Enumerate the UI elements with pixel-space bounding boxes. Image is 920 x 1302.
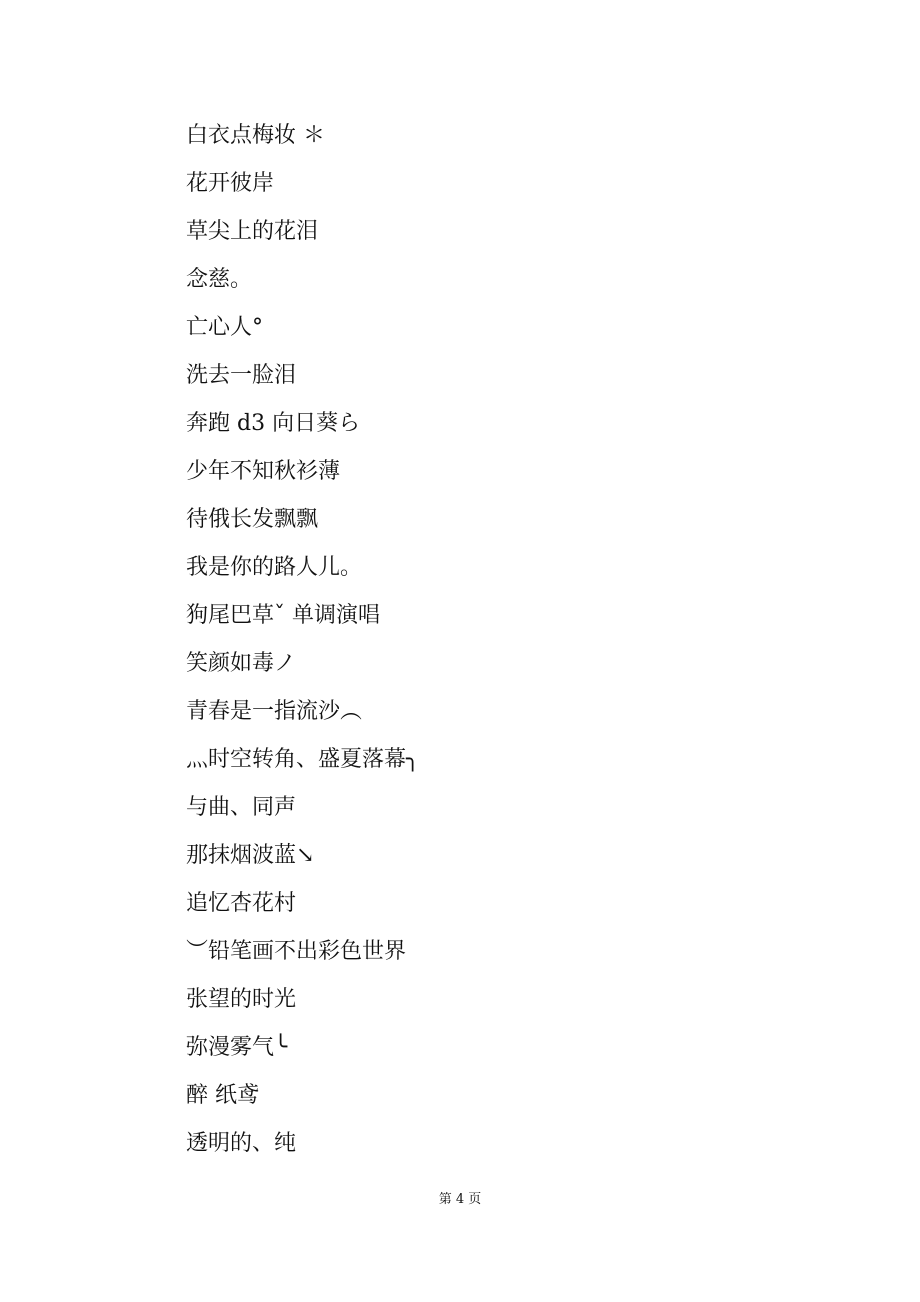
- text-line: 狗尾巴草ˇ 单调演唱: [186, 603, 380, 628]
- text-line: ︶铅笔画不出彩色世界: [186, 939, 407, 964]
- text-line: 笑颜如毒ノ: [186, 651, 297, 676]
- text-line: 弥漫雾气╰: [186, 1035, 288, 1060]
- text-lines: [186, 112, 419, 1168]
- text-line: 与曲、同声: [186, 795, 297, 820]
- text-line: 灬时空转角、盛夏落幕╮: [186, 747, 420, 772]
- page-number: 第 4 页: [438, 1192, 482, 1207]
- text-line: 追忆杏花村: [186, 891, 297, 916]
- text-line: 青春是一指流沙︵: [186, 699, 363, 724]
- text-line: 待俄长发飘飘: [186, 507, 319, 532]
- text-line: 奔跑 d3 向日葵ら: [186, 411, 361, 436]
- text-line: 张望的时光: [186, 987, 297, 1012]
- text-line: 亡心人°: [186, 315, 264, 340]
- text-line: 洗去一脸泪: [186, 363, 297, 388]
- text-line: 那抹烟波蓝↘: [186, 843, 315, 868]
- text-line: 念慈。: [186, 267, 253, 292]
- text-line: 我是你的路人儿。: [186, 555, 363, 580]
- text-line: 草尖上的花泪: [186, 219, 319, 244]
- text-line: 醉 纸鸢: [186, 1083, 259, 1108]
- text-line: 透明的、纯: [186, 1131, 297, 1156]
- text-line: 花开彼岸: [186, 171, 275, 196]
- text-line: 少年不知秋衫薄: [186, 459, 341, 484]
- text-line: 白衣点梅妆 ＊: [186, 123, 325, 148]
